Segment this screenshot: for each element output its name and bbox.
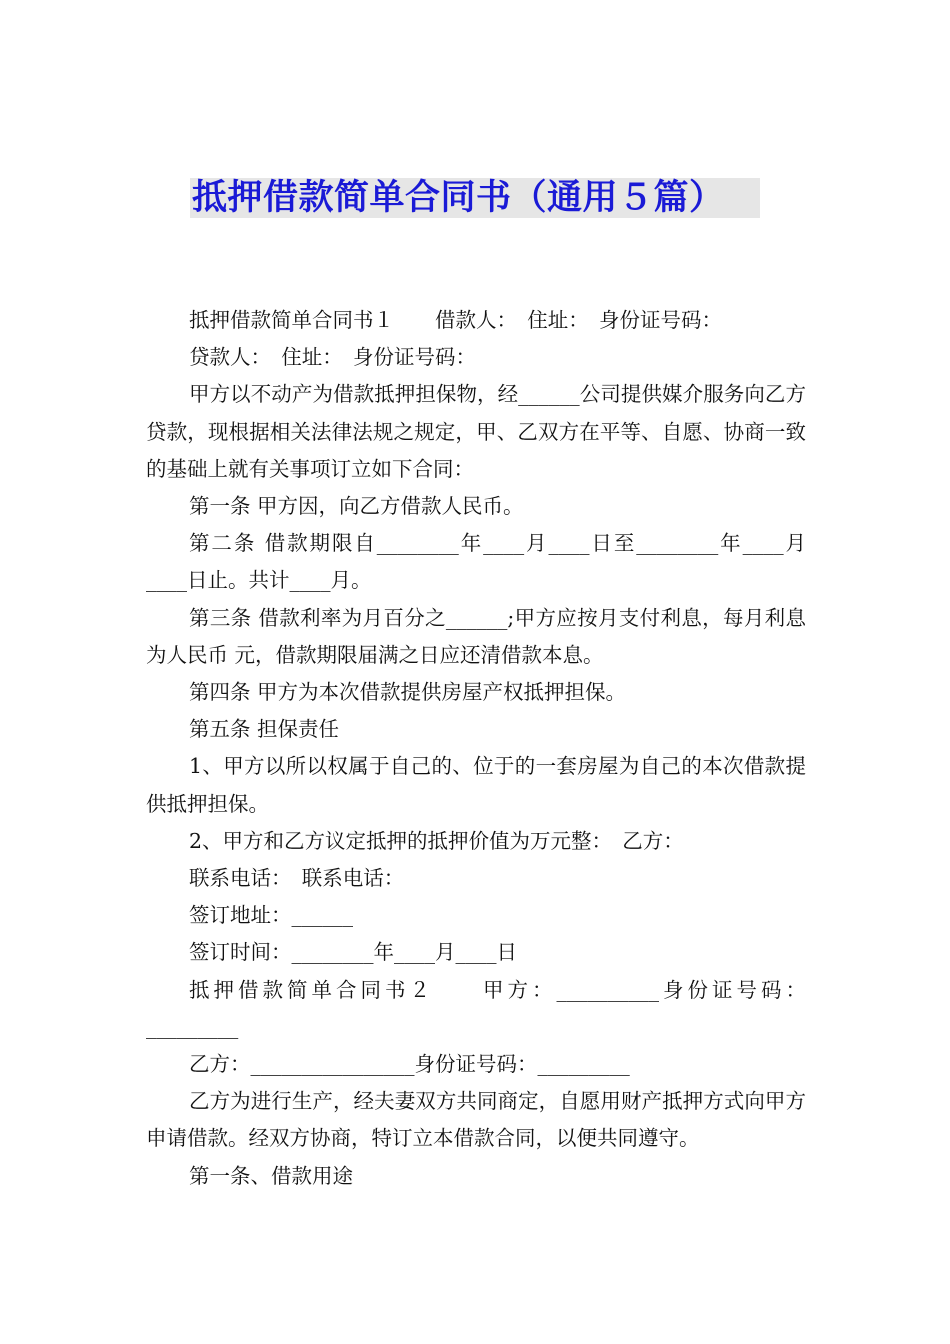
paragraph: 贷款人： 住址： 身份证号码： (189, 345, 476, 370)
paragraph: 甲方以不动产为借款抵押担保物，经______公司提供媒介服务向乙方贷款，现根据相关法律法规之规定，甲、乙双方在平等、自愿、协商一致的基础上就有关事项订立如下合同： (146, 382, 806, 481)
paragraph: 第四条 甲方为本次借款提供房屋产权抵押担保。 (189, 680, 627, 705)
paragraph: 抵押借款简单合同书２ 甲方：__________身份证号码：_________ (146, 977, 806, 1039)
paragraph: 联系电话： 联系电话： (189, 866, 405, 891)
paragraph: 乙方为进行生产，经夫妻双方共同商定，自愿用财产抵押方式向甲方申请借款。经双方协商，特订立本借款合同，以便共同遵守。 (146, 1089, 806, 1151)
paragraph: 第五条 担保责任 (189, 717, 340, 742)
paragraph: 乙方：________________身份证号码：_________ (189, 1052, 630, 1077)
paragraph: 2、甲方和乙方议定抵押的抵押价值为万元整： 乙方： (189, 828, 684, 853)
paragraph: 抵押借款简单合同书１ 借款人： 住址： 身份证号码： (189, 308, 722, 332)
paragraph: 签订时间：________年____月____日 (189, 940, 517, 965)
paragraph: 签订地址：______ (189, 903, 353, 928)
paragraph: 第二条 借款期限自________年____月____日至________年____月____日止。共计____月。 (146, 531, 806, 593)
document-body (146, 302, 806, 1195)
paragraph: 第一条 甲方因，向乙方借款人民币。 (189, 494, 524, 519)
paragraph: 第一条、借款用途 (189, 1163, 353, 1188)
paragraph: 1、甲方以所以权属于自己的、位于的一套房屋为自己的本次借款提供抵押担保。 (146, 754, 806, 816)
paragraph: 第三条 借款利率为月百分之______;甲方应按月支付利息，每月利息为人民币 元，借款期限届满之日应还清借款本息。 (146, 605, 806, 667)
document-title: 抵押借款简单合同书（通用５篇） (192, 178, 725, 218)
